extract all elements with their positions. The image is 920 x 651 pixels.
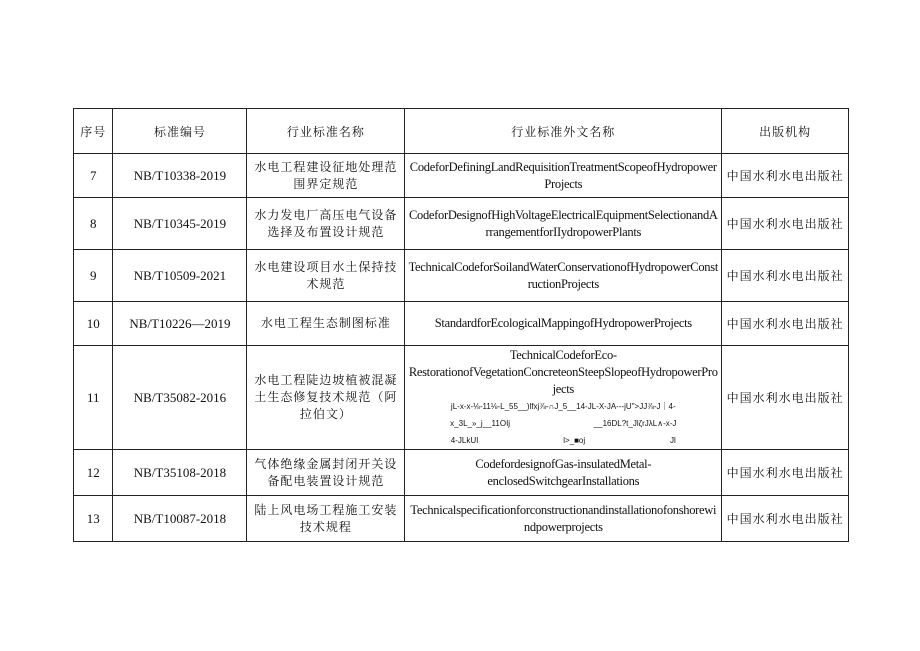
row-no: 8	[74, 198, 113, 250]
header-en-name: 行业标准外文名称	[405, 109, 722, 154]
row-en-name: CodeforDefiningLandRequisitionTreatmentScopeofHydropowerProjects	[405, 154, 722, 198]
garbled-fragment: 4-JLkUI	[450, 435, 479, 445]
table-row	[74, 154, 849, 198]
garbled-line: jL-x-x-⅛-11⅛-L_55__)lfxj⅞-∩J_5__14-JL-X-JA---jU">JJ⅞-J｜4-	[450, 401, 676, 411]
row-no: 11	[74, 346, 113, 450]
garbled-fragment: Jl	[670, 435, 676, 445]
row-en-name: StandardforEcologicalMappingofHydropowerProjects	[405, 302, 722, 346]
garbled-fragment: x_3L_»_j__11OIj	[450, 418, 511, 428]
row-code: NB/T10087-2018	[113, 496, 247, 542]
row-publisher: 中国水利水电出版社	[722, 346, 849, 450]
table-row	[74, 496, 849, 542]
table-row	[74, 346, 849, 450]
en-name-line: enclosedSwitchgearInstallations	[487, 473, 640, 488]
row-zh-name: 陆上风电场工程施工安装技术规程	[247, 496, 405, 542]
row-no: 13	[74, 496, 113, 542]
row-en-name: CodeforDesignofHighVoltageElectricalEquipmentSelectionandArrangementforIIydropowerPlants	[405, 198, 722, 250]
row-publisher: 中国水利水电出版社	[722, 198, 849, 250]
row-publisher: 中国水利水电出版社	[722, 496, 849, 542]
row-publisher: 中国水利水电出版社	[722, 154, 849, 198]
row-en-name	[405, 450, 722, 496]
row-no: 9	[74, 250, 113, 302]
en-name-line: TechnicalCodeforEco-	[509, 347, 617, 362]
garbled-fragment: l>_■oj	[563, 435, 586, 445]
header-zh-name: 行业标准名称	[247, 109, 405, 154]
row-no: 10	[74, 302, 113, 346]
garbled-line	[408, 432, 718, 449]
standards-table	[73, 108, 849, 542]
row-zh-name: 水电工程陡边坡植被混凝土生态修复技术规范（阿拉伯文）	[247, 346, 405, 450]
row-publisher: 中国水利水电出版社	[722, 302, 849, 346]
row-code: NB/T10509-2021	[113, 250, 247, 302]
row-en-name	[405, 346, 722, 450]
header-no: 序号	[74, 109, 113, 154]
row-en-name: TechnicalCodeforSoilandWaterConservationofHydropowerConstructionProjects	[405, 250, 722, 302]
row-zh-name: 水力发电厂高压电气设备选择及布置设计规范	[247, 198, 405, 250]
row-zh-name: 水电建设项目水土保持技术规范	[247, 250, 405, 302]
row-no: 12	[74, 450, 113, 496]
en-name-line: CodefordesignofGas-insulatedMetal-	[475, 456, 652, 471]
row-code: NB/T10345-2019	[113, 198, 247, 250]
garbled-line	[408, 415, 718, 432]
table-row	[74, 450, 849, 496]
table-row	[74, 250, 849, 302]
header-code: 标准编号	[113, 109, 247, 154]
table-row	[74, 198, 849, 250]
arabic-title-garbled	[408, 398, 718, 449]
garbled-fragment: __16DL?t_JlζrJλL∧-x-J	[593, 418, 677, 428]
header-publisher: 出版机构	[722, 109, 849, 154]
row-en-name: Technicalspecificationforconstructionandinstallationofonshorewindpowerprojects	[405, 496, 722, 542]
row-code: NB/T35082-2016	[113, 346, 247, 450]
row-publisher: 中国水利水电出版社	[722, 250, 849, 302]
table-row	[74, 302, 849, 346]
row-publisher: 中国水利水电出版社	[722, 450, 849, 496]
row-no: 7	[74, 154, 113, 198]
table-header-row	[74, 109, 849, 154]
row-code: NB/T10338-2019	[113, 154, 247, 198]
row-zh-name: 水电工程生态制图标准	[247, 302, 405, 346]
row-zh-name: 水电工程建设征地处理范围界定规范	[247, 154, 405, 198]
row-zh-name: 气体绝缘金属封闭开关设备配电装置设计规范	[247, 450, 405, 496]
row-code: NB/T10226—2019	[113, 302, 247, 346]
en-name-line: RestorationofVegetationConcreteonSteepSlopeofHydropowerProjects	[408, 364, 718, 396]
row-code: NB/T35108-2018	[113, 450, 247, 496]
